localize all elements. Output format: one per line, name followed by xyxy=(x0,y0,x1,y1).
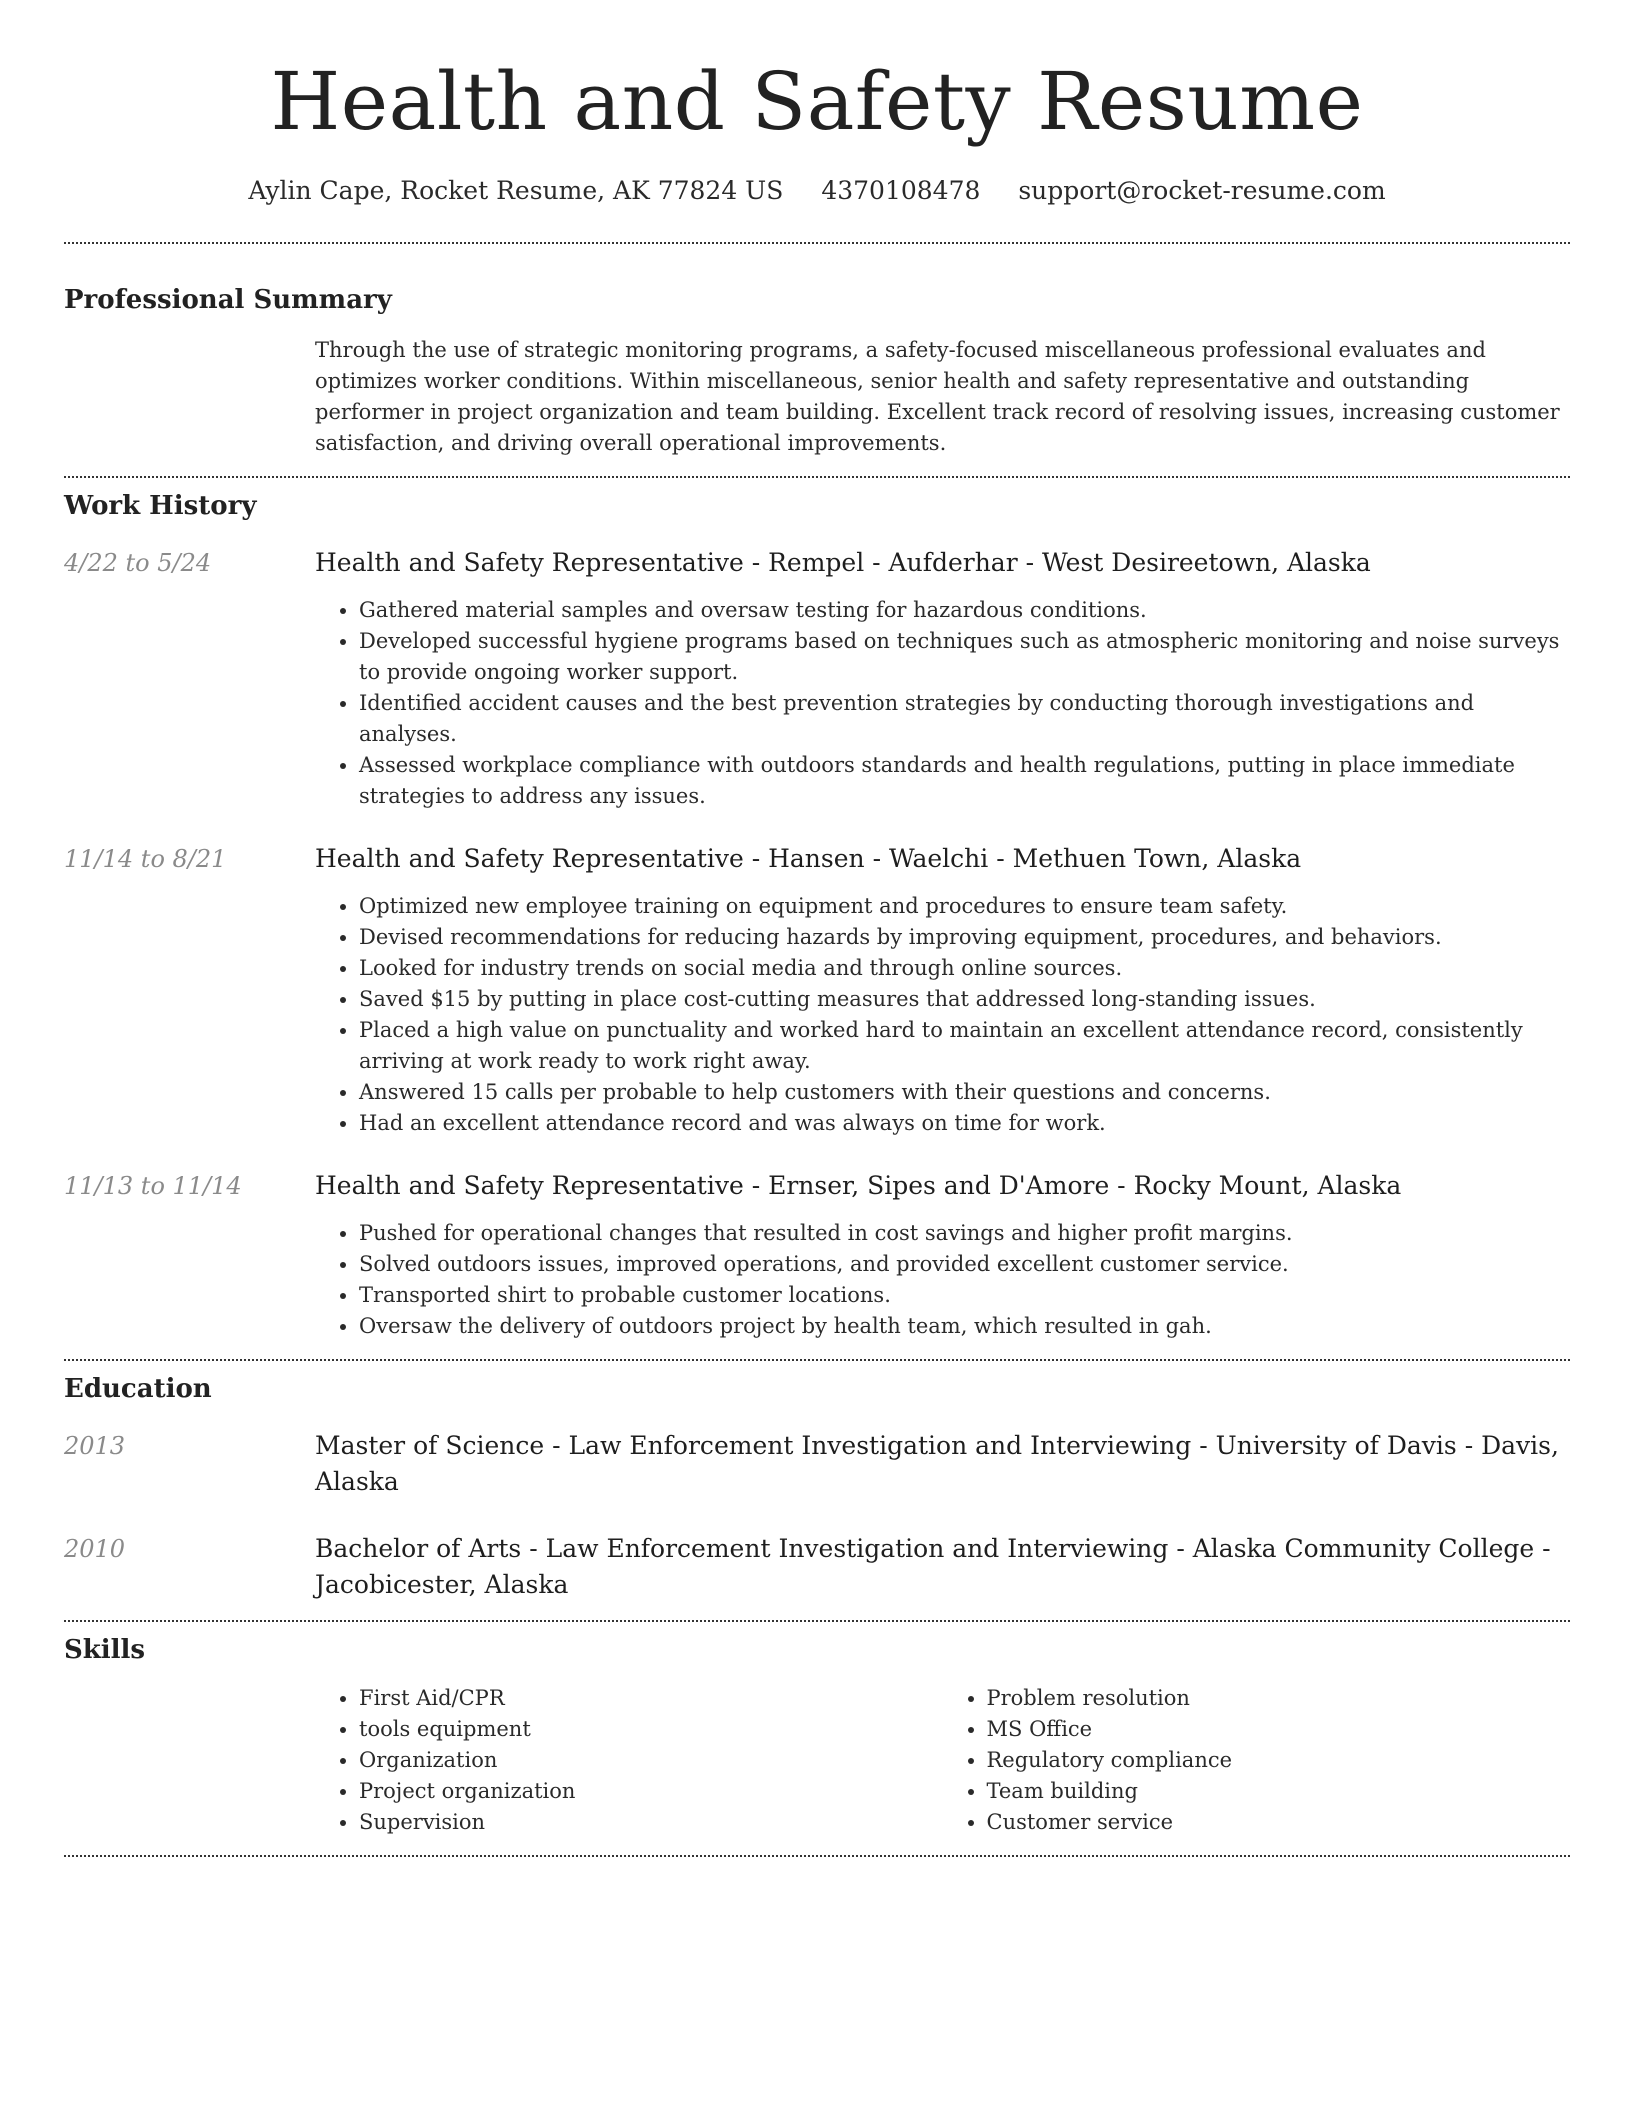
skills-heading: Skills xyxy=(64,1635,146,1665)
job-content xyxy=(315,841,1570,1139)
job-dates: 11/14 to 8/21 xyxy=(64,845,227,873)
skill-item: • Customer service xyxy=(987,1807,1571,1838)
skill-item: • Supervision xyxy=(359,1807,943,1838)
job-bullet: • Transported shirt to probable customer locations. xyxy=(359,1280,1570,1311)
education-degree: Master of Science - Law Enforcement Investigation and Interviewing - University of Davis - Davis, Alaska xyxy=(315,1431,1559,1496)
skill-item: • MS Office xyxy=(987,1714,1571,1745)
job-bullet: • Placed a high value on punctuality and worked hard to maintain an excellent attendance record, consistently arriving at work ready to work right away. xyxy=(359,1015,1570,1077)
resume-page xyxy=(64,0,1570,1857)
education-year: 2013 xyxy=(64,1432,126,1460)
divider-skills xyxy=(64,1855,1570,1857)
job-dates: 4/22 to 5/24 xyxy=(64,549,212,577)
skill-item: • First Aid/CPR xyxy=(359,1683,943,1714)
job-entry xyxy=(64,545,1570,812)
skill-item: • Project organization xyxy=(359,1776,943,1807)
skill-item: • Organization xyxy=(359,1745,943,1776)
job-bullets xyxy=(315,595,1570,812)
job-bullet: • Developed successful hygiene programs based on techniques such as atmospheric monitoring and noise surveys to provide ongoing worker support. xyxy=(359,626,1570,688)
skills-section xyxy=(64,1622,1570,1838)
job-bullet: • Saved $15 by putting in place cost-cutting measures that addressed long-standing issues. xyxy=(359,984,1570,1015)
skills-list-left xyxy=(315,1683,943,1838)
summary-section xyxy=(64,244,1570,459)
job-bullet: • Looked for industry trends on social media and through online sources. xyxy=(359,953,1570,984)
job-title: Health and Safety Representative - Ernser, Sipes and D'Amore - Rocky Mount, Alaska xyxy=(315,1171,1402,1200)
skill-item: • Team building xyxy=(987,1776,1571,1807)
job-bullet: • Assessed workplace compliance with outdoors standards and health regulations, putting in place immediate strategies to address any issues. xyxy=(359,750,1570,812)
job-bullet: • Devised recommendations for reducing hazards by improving equipment, procedures, and behaviors. xyxy=(359,922,1570,953)
summary-heading: Professional Summary xyxy=(64,285,392,315)
work-section xyxy=(64,478,1570,1342)
contact-line xyxy=(64,176,1570,206)
contact-phone: 4370108478 xyxy=(821,176,981,205)
job-title: Health and Safety Representative - Hansen - Waelchi - Methuen Town, Alaska xyxy=(315,844,1302,873)
work-heading: Work History xyxy=(64,491,257,521)
education-section xyxy=(64,1361,1570,1603)
summary-text: Through the use of strategic monitoring programs, a safety-focused miscellaneous professional evaluates and optimizes worker conditions. Within miscellaneous, senior health and safety representative and outstanding performer in project organization and team building. Excellent track record of resolving issues, increasing customer satisfaction, and driving overall operational improvements. xyxy=(315,338,1560,455)
job-dates: 11/13 to 11/14 xyxy=(64,1172,242,1200)
job-bullets xyxy=(315,1218,1570,1342)
skills-list-right xyxy=(943,1683,1571,1838)
job-entry xyxy=(64,1168,1570,1342)
contact-email: support@rocket-resume.com xyxy=(1018,176,1386,205)
job-entry xyxy=(64,841,1570,1139)
job-bullets xyxy=(315,891,1570,1139)
education-year: 2010 xyxy=(64,1535,126,1563)
education-entry xyxy=(64,1531,1570,1603)
job-bullet: • Optimized new employee training on equipment and procedures to ensure team safety. xyxy=(359,891,1570,922)
skill-item: • tools equipment xyxy=(359,1714,943,1745)
education-degree: Bachelor of Arts - Law Enforcement Investigation and Interviewing - Alaska Community College - Jacobicester, Alaska xyxy=(315,1534,1551,1599)
skill-item: • Regulatory compliance xyxy=(987,1745,1571,1776)
job-bullet: • Pushed for operational changes that resulted in cost savings and higher profit margins. xyxy=(359,1218,1570,1249)
skills-columns xyxy=(315,1683,1570,1838)
job-bullet: • Identified accident causes and the best prevention strategies by conducting thorough investigations and analyses. xyxy=(359,688,1570,750)
skill-item: • Problem resolution xyxy=(987,1683,1571,1714)
job-bullet: • Oversaw the delivery of outdoors project by health team, which resulted in gah. xyxy=(359,1311,1570,1342)
job-bullet: • Answered 15 calls per probable to help customers with their questions and concerns. xyxy=(359,1077,1570,1108)
job-content xyxy=(315,1168,1570,1342)
education-entry xyxy=(64,1428,1570,1500)
job-bullet: • Gathered material samples and oversaw testing for hazardous conditions. xyxy=(359,595,1570,626)
job-bullet: • Had an excellent attendance record and was always on time for work. xyxy=(359,1108,1570,1139)
job-content xyxy=(315,545,1570,812)
resume-title: Health and Safety Resume xyxy=(270,55,1364,148)
education-heading: Education xyxy=(64,1374,212,1404)
contact-address: Aylin Cape, Rocket Resume, AK 77824 US xyxy=(248,176,784,205)
job-bullet: • Solved outdoors issues, improved operations, and provided excellent customer service. xyxy=(359,1249,1570,1280)
job-title: Health and Safety Representative - Rempel - Aufderhar - West Desireetown, Alaska xyxy=(315,548,1371,577)
